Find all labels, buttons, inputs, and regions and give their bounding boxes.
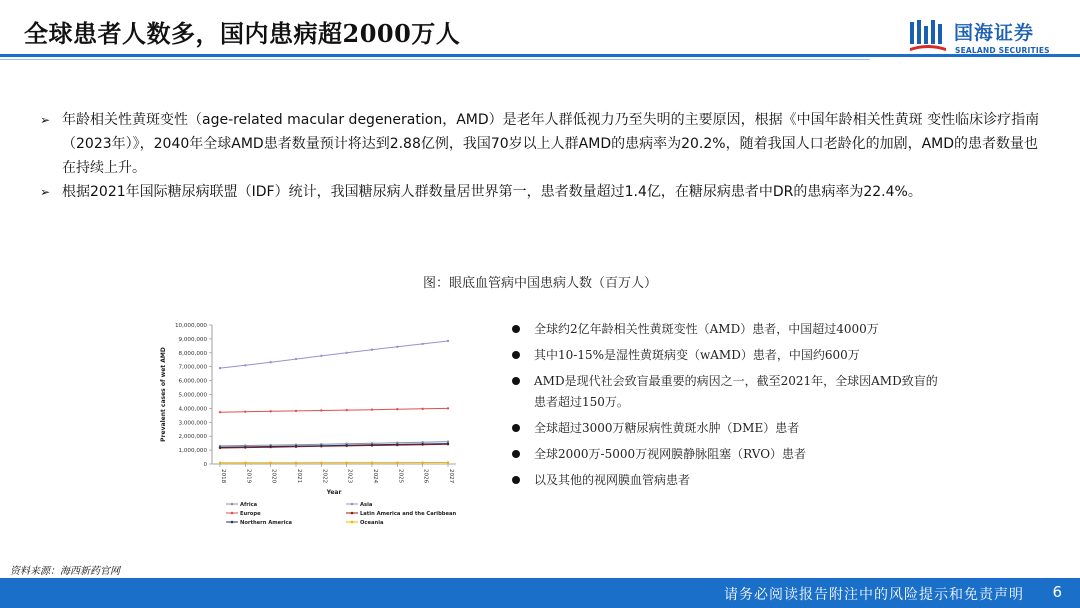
x-tick-label: 2021	[296, 469, 302, 484]
y-tick-label: 3,000,000	[178, 420, 207, 427]
data-point	[421, 343, 423, 345]
legend-marker	[231, 512, 234, 515]
x-tick-label: 2020	[270, 469, 277, 484]
y-tick-label: 8,000,000	[178, 350, 207, 357]
data-point	[371, 461, 373, 463]
line-chart	[158, 308, 538, 532]
data-point	[396, 443, 398, 445]
note-item	[506, 368, 946, 415]
chart-svg	[158, 308, 538, 532]
legend-label: Oceania	[360, 520, 384, 526]
y-tick-label: 10,000,000	[174, 323, 207, 329]
figure-caption: 图：眼底血管病中国患病人数（百万人）	[422, 276, 657, 291]
legend-marker	[351, 503, 354, 506]
data-point	[320, 444, 322, 446]
note-text: 其中10-15%是湿性黄斑病变（wAMD）患者，中国约600万	[534, 348, 860, 362]
note-text: AMD是现代社会致盲最重要的病因之一，截至2021年，全球因AMD致盲的患者超过150万。	[534, 374, 938, 409]
arrow-bullet-icon: ➢	[40, 185, 51, 199]
data-point	[421, 443, 423, 445]
title-divider-thin	[0, 59, 870, 60]
data-point	[371, 444, 373, 446]
y-axis-title: Prevalent cases of wet AMD	[160, 347, 167, 442]
data-point	[320, 355, 322, 357]
x-tick-label: 2027	[448, 469, 454, 484]
data-point	[345, 461, 347, 463]
arrow-bullet-icon: ➢	[40, 113, 51, 127]
data-point	[219, 367, 221, 369]
logo-name: 国海证券	[954, 22, 1035, 44]
legend-marker	[231, 503, 234, 506]
series-line	[220, 444, 448, 448]
data-point	[396, 408, 398, 410]
note-text: 全球超过3000万糖尿病性黄斑水肿（DME）患者	[534, 421, 800, 435]
note-text: 全球约2亿年龄相关性黄斑变性（AMD）患者，中国超过4000万	[534, 322, 879, 336]
y-tick-label: 2,000,000	[178, 434, 207, 441]
data-point	[447, 461, 449, 463]
page-title: 全球患者人数多，国内患病超2000万人	[24, 19, 461, 48]
data-point	[421, 461, 423, 463]
x-tick-label: 2025	[397, 469, 404, 484]
y-tick-label: 6,000,000	[178, 378, 207, 385]
note-text: 以及其他的视网膜血管病患者	[534, 473, 691, 487]
sealand-logo-icon	[908, 18, 948, 54]
legend-marker	[351, 521, 354, 524]
x-tick-label: 2019	[245, 469, 252, 484]
x-tick-label: 2026	[422, 469, 429, 484]
bullet-dot-icon	[512, 351, 520, 359]
data-point	[269, 461, 271, 463]
legend-label: Northern America	[240, 520, 293, 526]
data-point	[269, 445, 271, 447]
page-number: 6	[1052, 583, 1062, 601]
data-point	[396, 461, 398, 463]
data-point	[345, 352, 347, 354]
data-point	[320, 461, 322, 463]
bullet-item	[40, 180, 1040, 204]
y-tick-label: 7,000,000	[178, 364, 207, 371]
data-point	[345, 409, 347, 411]
y-tick-label: 4,000,000	[178, 406, 207, 413]
bullet-dot-icon	[512, 377, 520, 385]
bullet-item	[40, 108, 1040, 180]
bullet-dot-icon	[512, 476, 520, 484]
note-text: 全球2000万-5000万视网膜静脉阻塞（RVO）患者	[534, 447, 807, 461]
note-item	[506, 342, 946, 368]
bullet-text: 年龄相关性黄斑变性（age-related macular degeneration，AMD）是老年人群低视力乃至失明的主要原因，根据《中国年龄相关性黄斑 变性临床诊疗指南（2023年）》，2040年全球AMD患者数量预计将达到2.88亿例，我国70岁以上人群AMD的患病率为20.2%，随着我国人口老龄化的加剧，AMD的患者数量也在持续上升。	[62, 112, 1040, 176]
data-point	[447, 442, 449, 444]
x-axis-title: Year	[326, 489, 342, 496]
data-point	[219, 462, 221, 464]
note-item	[506, 467, 946, 493]
y-tick-label: 0	[203, 462, 207, 468]
legend-label: Asia	[360, 502, 373, 508]
data-point	[345, 444, 347, 446]
data-point	[371, 408, 373, 410]
x-tick-label: 2024	[372, 469, 378, 484]
data-point	[219, 411, 221, 413]
data-point	[320, 409, 322, 411]
legend-marker	[231, 521, 234, 524]
source-note: 资料来源：海西新药官网	[10, 566, 120, 577]
legend-label: Africa	[240, 502, 258, 508]
y-tick-label: 9,000,000	[178, 336, 207, 343]
brand-logo	[908, 16, 1068, 58]
x-tick-label: 2018	[220, 469, 226, 484]
y-tick-label: 1,000,000	[178, 448, 207, 455]
bullet-list	[40, 108, 1040, 204]
bullet-dot-icon	[512, 424, 520, 432]
data-point	[295, 461, 297, 463]
series-line	[220, 408, 448, 412]
data-point	[447, 407, 449, 409]
data-point	[244, 364, 246, 366]
bullet-text: 根据2021年国际糖尿病联盟（IDF）统计，我国糖尿病人群数量居世界第一，患者数量超过1.4亿，在糖尿病患者中DR的患病率为22.4%。	[62, 184, 922, 200]
data-point	[244, 462, 246, 464]
data-point	[219, 446, 221, 448]
data-point	[295, 358, 297, 360]
data-point	[371, 349, 373, 351]
data-point	[269, 361, 271, 363]
footer-disclaimer: 请务必阅读报告附注中的风险提示和免责声明	[724, 587, 1024, 603]
data-point	[295, 445, 297, 447]
data-point	[244, 411, 246, 413]
x-tick-label: 2022	[321, 469, 328, 484]
data-point	[269, 410, 271, 412]
footer-bar	[0, 578, 1080, 608]
logo-subtitle: SEALAND SECURITIES	[955, 46, 1050, 55]
series-line	[220, 341, 448, 368]
legend-label: Europe	[240, 511, 261, 517]
data-point	[244, 446, 246, 448]
note-item	[506, 316, 946, 342]
data-point	[396, 346, 398, 348]
note-item	[506, 441, 946, 467]
y-tick-label: 5,000,000	[178, 392, 207, 399]
note-item	[506, 415, 946, 441]
bullet-dot-icon	[512, 450, 520, 458]
notes-list	[506, 316, 946, 493]
data-point	[421, 408, 423, 410]
data-point	[447, 340, 449, 342]
data-point	[295, 410, 297, 412]
legend-label: Latin America and the Caribbean	[360, 511, 457, 517]
bullet-dot-icon	[512, 325, 520, 333]
legend-marker	[351, 512, 354, 515]
x-tick-label: 2023	[346, 469, 353, 484]
